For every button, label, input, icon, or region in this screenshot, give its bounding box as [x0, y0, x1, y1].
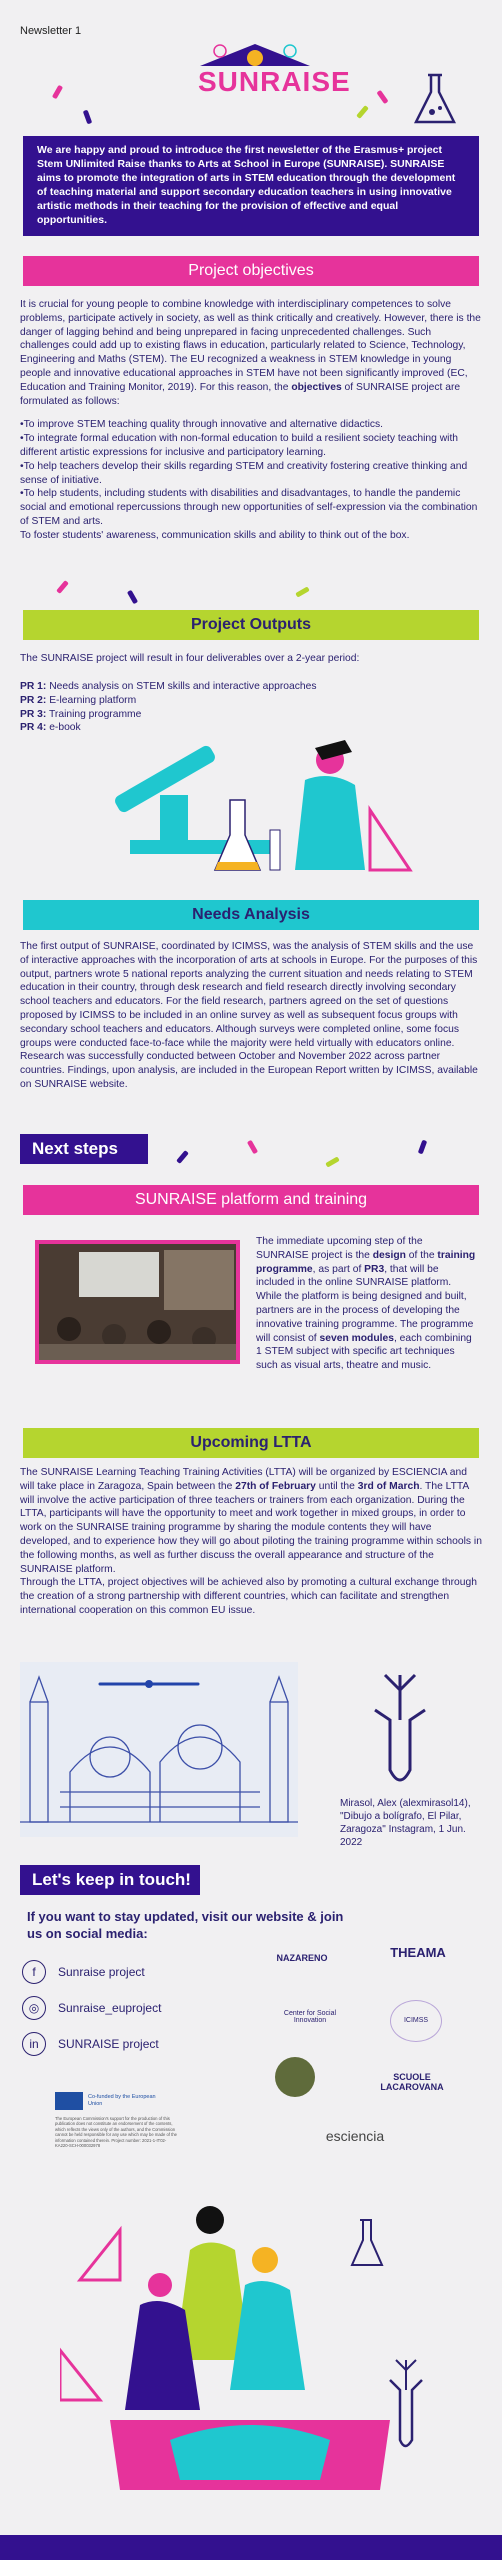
output-item: PR 2: E-learning platform — [20, 694, 137, 706]
test-tube-icon — [340, 1660, 450, 1800]
confetti-decoration — [418, 1140, 427, 1155]
confetti-decoration — [52, 85, 63, 100]
ltta-text: The SUNRAISE Learning Teaching Training Activities (LTTA) will be organized by ESCIENCIA and will take place in Zaragoza, Spain between the 27th of February until the 3rd of March. The LTTA will involve the active participation of three teachers or trainers from each organization. During the LTTA, participants will have the opportunity to meet and work together in mixed groups, in order to work on the SUNRAISE training programme by sharing the module contents they will have developed, and to experience how they will go about piloting the training programme within schools in the following months, as well as further discuss the overall appearance and structure of the SUNRAISE platform. Through the LTTA, project objectives will be achieved also by promoting a cultural exchange through the creation of a strong partnership with different countries, which can facilitate and strengthen international cooperation on this common EU issue. — [20, 1467, 482, 1616]
confetti-decoration — [176, 1150, 189, 1164]
partner-logo-lacarovana: SCUOLE LACAROVANA — [380, 2072, 444, 2092]
linkedin-link[interactable] — [22, 2032, 159, 2056]
needs-text: The first output of SUNRAISE, coordinated by ICIMSS, was the analysis of STEM skills and the use of interactive approaches with the incorporation of arts at schools in Europe. For the purposes of this output, partners wrote 5 national reports analyzing the current situation and needs relating to STEM education in their country, through desk research and field research directly involving secondary school teachers and educators. For the field research, partners agreed on the set of questions proposed by ICIMSS to be included in an online survey as well as subsequent focus groups with secondary school teachers and educators. Although surveys were completed online, some focus groups were conducted face-to-face while the majority were held virtually with educators online. Research was successfully conducted between October and November 2022 across partner countries. Findings, upon analysis, are included in the European Report written by ICIMSS, available on SUNRAISE website. — [20, 941, 478, 1090]
sunraise-logo — [160, 36, 350, 116]
intro-box: We are happy and proud to introduce the first newsletter of the Erasmus+ project Stem UNlimited Raise thanks to Arts at School in Europe (SUNRAISE). SUNRAISE aims to promote the integration of arts in STEM education through the development of teaching material and support secondary education teachers in using innovative artistic methods in their teaching for the provision of effective and equal opportunities. — [23, 136, 479, 236]
instagram-icon: ◎ — [22, 1996, 46, 2020]
logo-text: SUNRAISE — [198, 66, 351, 97]
next-steps-header: Next steps — [20, 1134, 148, 1164]
outputs-header: Project Outputs — [23, 610, 479, 640]
eu-disclaimer: The European Commission's support for the production of this publication does not constitute an endorsement of the contents, which reflects the views only of the authors, and the Commission cannot be held responsible for any use which may be made of the information contained therein. Project number: 2021-1-IT02-KA220-SCH-000032978 — [55, 2116, 177, 2149]
bottom-illustration — [60, 2190, 440, 2515]
eu-flag-icon — [55, 2092, 83, 2110]
objective-item: •To integrate formal education with non-formal education to build a resilient society teaching with different artistic expressions for inclusive and participatory learning. — [20, 433, 459, 458]
confetti-decoration — [325, 1156, 340, 1167]
facebook-label: Sunraise project — [58, 1965, 145, 1979]
eu-badge-text: Co-funded by the European Union — [88, 2094, 156, 2107]
objectives-text — [20, 298, 482, 543]
objective-item: •To help teachers develop their skills regarding STEM and creativity fostering creative thinking and sense of initiative. — [20, 460, 468, 486]
objective-item: •To improve STEM teaching quality through innovative and alternative didactics. — [20, 419, 384, 431]
output-item: PR 4: e-book — [20, 722, 81, 734]
touch-subtitle: If you want to stay updated, visit our website & join us on social media: — [27, 1909, 344, 1941]
newsletter-label: Newsletter 1 — [20, 25, 82, 37]
partner-logo-icimss: ICIMSS — [390, 2000, 442, 2042]
touch-header: Let's keep in touch! — [20, 1865, 200, 1895]
confetti-decoration — [83, 110, 92, 125]
objectives-intro-end: of SUNRAISE project are formulated as follows: — [20, 381, 461, 407]
objective-item: •To help students, including students with disabilities and disadvantages, to handle the pandemic social and emotional repercussions through new opportunities of self-expression via the combination of STEM and arts. — [20, 488, 478, 527]
objectives-header: Project objectives — [23, 256, 479, 286]
partner-logo-nazareno: NAZARENO — [276, 1953, 328, 1963]
footer-bar — [0, 2535, 502, 2560]
output-item: PR 1: Needs analysis on STEM skills and interactive approaches — [20, 681, 317, 692]
instagram-link[interactable] — [22, 1996, 161, 2020]
output-item: PR 3: Training programme — [20, 708, 142, 720]
zaragoza-drawing-graphic — [20, 1662, 298, 1837]
confetti-decoration — [356, 105, 369, 119]
flask-icon — [410, 70, 460, 130]
drawing-caption: Mirasol, Alex (alexmirasol14), "Dibujo a bolígrafo, El Pilar, Zaragoza" Instagram, 1 Jun. 2022 — [340, 1798, 471, 1848]
platform-text: The immediate upcoming step of the SUNRAISE project is the design of the training programme, as part of PR3, that will be included in the online SUNRAISE platform. While the platform is being designed and built, partners are in the process of developing the innovative training programme. The programme will consist of seven modules, each combining 1 STEM subject with specific art techniques such as visual arts, theatre and music. — [256, 1236, 476, 1372]
platform-header: SUNRAISE platform and training — [23, 1185, 479, 1215]
confetti-decoration — [56, 580, 69, 594]
facebook-icon: f — [22, 1960, 46, 1984]
linkedin-label: SUNRAISE project — [58, 2037, 159, 2051]
objectives-intro-text: It is crucial for young people to combine knowledge with interdisciplinary competences to solve problems, participate actively in society, as well as think critically and creatively. However, there is the danger of lagging behind and being unprepared in facing unprecedented challenges. Such challenges could add up to existing flaws in education, particularly related to Science, Technology, Engineering and Maths (STEM). The EU recognized a weakness in STEM knowledge in young people and innovative educational approaches in STEM have not been significantly improved (EC, Education and Training Monitor, 2019). For this reason, the — [20, 299, 481, 393]
partner-logo-theama: THEAMA — [390, 1945, 446, 1960]
outputs-intro: The SUNRAISE project will result in four deliverables over a 2-year period: — [20, 653, 360, 664]
ltta-header: Upcoming LTTA — [23, 1428, 479, 1458]
stem-illustration — [90, 730, 420, 900]
objectives-bold: objectives — [291, 381, 342, 393]
partner-seal-icon — [275, 2057, 315, 2097]
ltta-text-2: Through the LTTA, project objectives will be achieved also by promoting a cultural exchange through the creation of a strong partnership with different countries, which can facilitate and strengthen international cooperation on this common EU issue. — [20, 1577, 477, 1616]
instagram-label: Sunraise_euproject — [58, 2001, 162, 2015]
objective-item: To foster students' awareness, communication skills and ability to think out of the box. — [20, 529, 410, 541]
confetti-decoration — [376, 90, 388, 104]
confetti-decoration — [127, 590, 138, 605]
needs-header: Needs Analysis — [23, 900, 479, 930]
linkedin-icon: in — [22, 2032, 46, 2056]
partner-logo-escencia: esciencia — [325, 2128, 385, 2144]
confetti-decoration — [295, 586, 310, 597]
partner-logo-csi: Center for Social Innovation — [283, 2010, 337, 2024]
zaragoza-drawing — [20, 1662, 298, 1837]
outputs-list — [20, 680, 320, 735]
confetti-decoration — [247, 1140, 258, 1155]
facebook-link[interactable] — [22, 1960, 145, 1984]
classroom-photo — [35, 1240, 240, 1364]
classroom-photo-graphic — [39, 1244, 236, 1360]
